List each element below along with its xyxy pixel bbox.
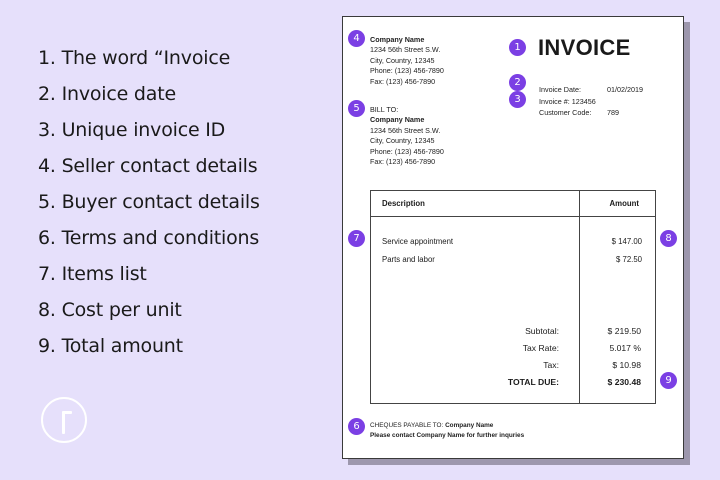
invoice-number-row [539, 96, 643, 108]
item-amount: $ 147.00 [611, 237, 642, 246]
badge-9: 9 [660, 372, 677, 389]
badge-8: 8 [660, 230, 677, 247]
item-amount: $ 72.50 [615, 255, 642, 264]
contact-note: Please contact Company Name for further inquries [370, 432, 525, 439]
header-description: Description [382, 199, 425, 208]
bill-to-label: BILL TO: [370, 105, 399, 114]
total-due-label: TOTAL DUE: [507, 377, 559, 387]
seller-contact-details [370, 35, 444, 87]
badge-4: 4 [348, 30, 365, 47]
brand-logo-icon [41, 397, 87, 443]
legend-item-9: 9. Total amount [38, 335, 183, 357]
invoice-number: Invoice #: 123456 [539, 96, 596, 106]
buyer-contact-details [370, 105, 444, 167]
seller-name: Company Name [370, 35, 425, 44]
cheques-label: CHEQUES PAYABLE TO: [370, 422, 444, 429]
logo-stroke [62, 413, 65, 434]
invoice-date-label: Invoice Date: [539, 85, 581, 94]
legend-item-7: 7. Items list [38, 263, 147, 285]
invoice-meta [539, 84, 643, 119]
badge-3: 3 [509, 91, 526, 108]
legend-item-1: 1. The word “Invoice [38, 47, 231, 69]
seller-fax: Fax: (123) 456-7890 [370, 76, 436, 86]
buyer-city: City, Country, 12345 [370, 136, 435, 146]
seller-address: 1234 56th Street S.W. [370, 45, 441, 55]
annotation-legend [38, 40, 260, 364]
subtotal-label: Subtotal: [525, 326, 559, 336]
terms-and-conditions [370, 421, 524, 441]
legend-item-2: 2. Invoice date [38, 83, 176, 105]
buyer-phone: Phone: (123) 456-7890 [370, 146, 444, 156]
legend-item-8: 8. Cost per unit [38, 299, 182, 321]
legend-item-5: 5. Buyer contact details [38, 191, 260, 213]
subtotal-value: $ 219.50 [607, 326, 641, 336]
badge-5: 5 [348, 100, 365, 117]
invoice-date-value: 01/02/2019 [607, 85, 643, 94]
legend-item-4: 4. Seller contact details [38, 155, 258, 177]
header-amount: Amount [609, 199, 639, 208]
column-divider [579, 191, 580, 403]
cheques-line [370, 421, 524, 431]
customer-code-label: Customer Code: [539, 108, 592, 117]
buyer-name: Company Name [370, 115, 425, 125]
customer-code-value: 789 [607, 108, 619, 117]
item-description: Parts and labor [382, 255, 435, 264]
buyer-address: 1234 56th Street S.W. [370, 125, 441, 135]
seller-phone: Phone: (123) 456-7890 [370, 66, 444, 76]
customer-code-row [539, 107, 643, 119]
badge-6: 6 [348, 418, 365, 435]
cheques-name: Company Name [445, 422, 494, 429]
items-table [370, 190, 656, 404]
total-due-value: $ 230.48 [607, 377, 641, 387]
seller-city: City, Country, 12345 [370, 55, 435, 65]
tax-rate-label: Tax Rate: [522, 343, 559, 353]
item-description: Service appointment [382, 237, 454, 246]
tax-label: Tax: [543, 360, 559, 370]
badge-7: 7 [348, 230, 365, 247]
badge-1: 1 [509, 39, 526, 56]
tax-value: $ 10.98 [612, 360, 641, 370]
buyer-fax: Fax: (123) 456-7890 [370, 157, 436, 167]
invoice-title: INVOICE [538, 35, 631, 60]
legend-item-3: 3. Unique invoice ID [38, 119, 226, 141]
invoice-date-row [539, 84, 643, 96]
tax-rate-value: 5.017 % [609, 343, 641, 353]
legend-item-6: 6. Terms and conditions [38, 227, 260, 249]
badge-2: 2 [509, 74, 526, 91]
